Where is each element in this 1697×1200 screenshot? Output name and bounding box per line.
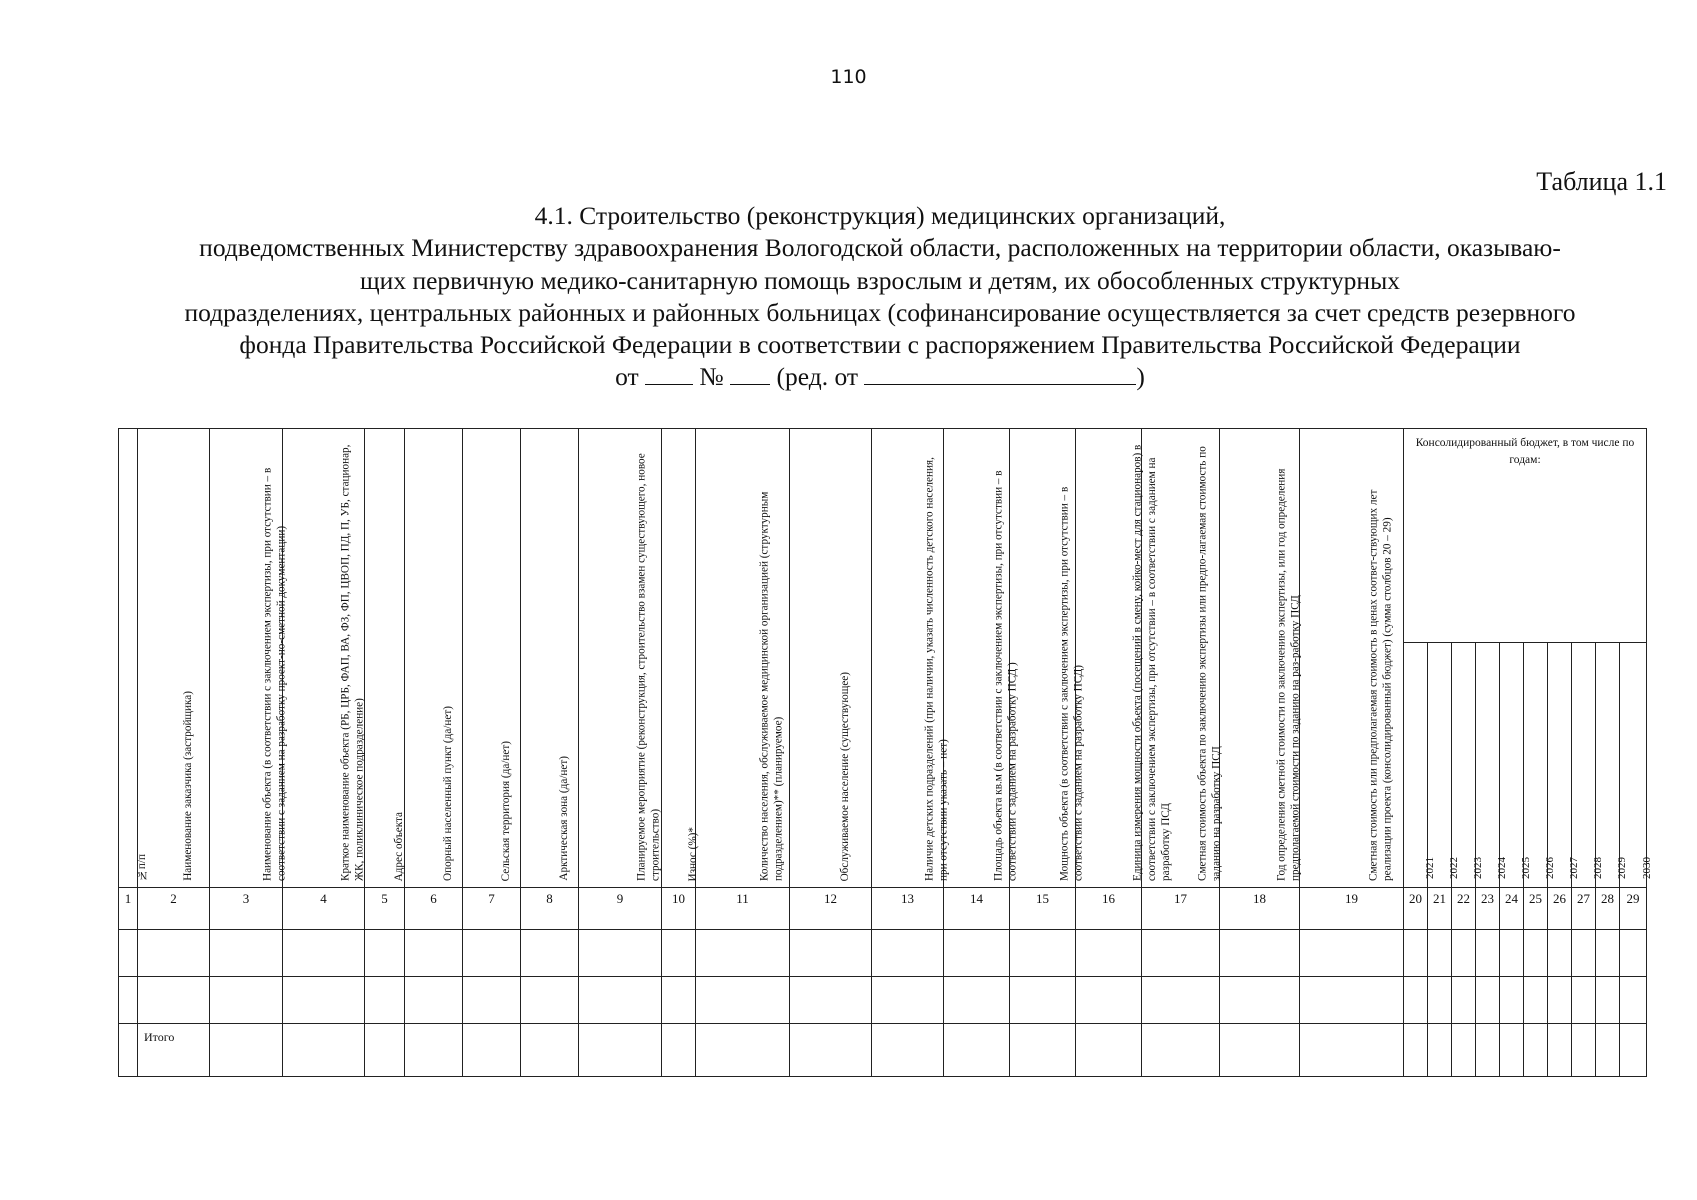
table-cell (365, 930, 405, 977)
col-header-1-text: №п/п (136, 853, 149, 881)
col-header-9-text: Планируемое мероприятие (реконструкция, строительство взамен существующего, новое строительство) (635, 453, 662, 881)
col-header-6-text: Опорный населенный пункт (да/нет) (441, 706, 454, 881)
table-cell (521, 977, 579, 1024)
table-cell (1076, 1024, 1142, 1077)
table-cell (1220, 1024, 1300, 1077)
table-cell (1300, 977, 1404, 1024)
heading-line-6 (100, 361, 1660, 393)
year-label: 2023 (1471, 857, 1484, 879)
year-header (1476, 643, 1508, 888)
col-header-18-text: Год определения сметной стоимости по заключению экспертизы, или год определения предполагаемой стоимости по заданию на раз-работку ПСД (1274, 468, 1302, 881)
heading-line-5: фонда Правительства Российской Федерации в соответствии с распоряжением Правительства Российской Федерации (239, 330, 1521, 360)
column-number: 15 (1010, 888, 1076, 930)
column-number: 11 (696, 888, 790, 930)
heading-close-paren: ) (1136, 362, 1145, 392)
column-number: 20 (1404, 888, 1428, 930)
column-number-row (119, 888, 1647, 930)
table-cell (405, 930, 463, 977)
total-label: Итого (138, 1024, 210, 1077)
col-header-19 (1300, 429, 1404, 888)
table-cell (696, 977, 790, 1024)
year-header (1548, 643, 1580, 888)
table-cell (463, 930, 521, 977)
table-cell (119, 977, 138, 1024)
column-number: 17 (1142, 888, 1220, 930)
col-header-6 (405, 429, 463, 888)
table-cell (1476, 977, 1500, 1024)
col-header-4 (283, 429, 365, 888)
table-cell (1500, 977, 1524, 1024)
col-header-3 (210, 429, 288, 888)
year-label: 2030 (1641, 857, 1654, 879)
column-number: 13 (872, 888, 944, 930)
revision-date-blank (864, 383, 1136, 385)
table-cell (405, 977, 463, 1024)
table-cell (944, 930, 1010, 977)
table-cell (944, 977, 1010, 1024)
date-blank (645, 383, 693, 385)
table-label: Таблица 1.1 (1536, 167, 1667, 196)
table-cell (1010, 930, 1076, 977)
table-cell (1010, 977, 1076, 1024)
col-header-1 (119, 429, 149, 888)
year-label: 2022 (1447, 857, 1460, 879)
table-cell (579, 1024, 662, 1077)
table-cell (1010, 1024, 1076, 1077)
year-header (1500, 643, 1532, 888)
col-header-10-text: Износ (%)* (686, 826, 699, 881)
column-number: 8 (521, 888, 579, 930)
year-header (1596, 643, 1628, 888)
table-cell (1300, 1024, 1404, 1077)
table-cell (521, 1024, 579, 1077)
total-row (119, 1024, 1647, 1077)
col-header-8-text: Арктическая зона (да/нет) (557, 756, 570, 881)
column-number: 4 (283, 888, 365, 930)
budget-header: Консолидированный бюджет, в том числе по годам: (1404, 429, 1647, 643)
table-cell (283, 977, 365, 1024)
table-cell (463, 977, 521, 1024)
col-header-5-text: Адрес объекта (392, 811, 405, 881)
table-cell (662, 977, 696, 1024)
table-cell (1428, 930, 1452, 977)
table-cell (210, 977, 283, 1024)
column-number: 27 (1572, 888, 1596, 930)
column-number: 12 (790, 888, 872, 930)
table-cell (119, 930, 138, 977)
column-number: 1 (119, 888, 138, 930)
table-cell (1500, 930, 1524, 977)
column-number: 23 (1476, 888, 1500, 930)
table-cell (1620, 977, 1647, 1024)
table-cell (790, 930, 872, 977)
year-label: 2025 (1519, 857, 1532, 879)
table-heading (100, 200, 1660, 394)
table-cell (1428, 1024, 1452, 1077)
col-header-2 (138, 429, 210, 888)
column-number: 16 (1076, 888, 1142, 930)
table-cell (944, 1024, 1010, 1077)
column-number: 24 (1500, 888, 1524, 930)
year-label: 2024 (1495, 857, 1508, 879)
table-cell (1142, 1024, 1220, 1077)
col-header-2-text: Наименование заказчика (застройщика) (181, 691, 194, 881)
table-cell (1524, 1024, 1548, 1077)
table-cell (696, 1024, 790, 1077)
heading-line-1: 4.1. Строительство (реконструкция) медицинских организаций, (534, 201, 1226, 230)
col-header-19-text: Сметная стоимость или предполагаемая стоимость в ценах соответ-ствующих лет реализации проекта (консолидированный бюджет) (сумма столбцов 20 – 29) (1366, 489, 1394, 881)
table-cell (463, 1024, 521, 1077)
column-number: 25 (1524, 888, 1548, 930)
table-cell (119, 1024, 138, 1077)
column-number: 19 (1300, 888, 1404, 930)
table-cell (405, 1024, 463, 1077)
col-header-12-text: Обслуживаемое население (существующее) (838, 671, 851, 881)
col-header-8 (521, 429, 579, 888)
table-cell (1220, 977, 1300, 1024)
table-cell (696, 930, 790, 977)
col-header-17-text: Сметная стоимость объекта по заключению экспертизы или предпо-лагаемая стоимость по заданию на разработку ПСД (1195, 446, 1223, 881)
table-cell (1572, 977, 1596, 1024)
col-header-5 (365, 429, 405, 888)
year-header (1452, 643, 1484, 888)
col-header-13 (872, 429, 950, 888)
year-header (1620, 643, 1654, 888)
table-cell (1524, 930, 1548, 977)
table-cell (1404, 930, 1428, 977)
table-cell (872, 930, 944, 977)
table-row (119, 977, 1647, 1024)
year-header (1428, 643, 1460, 888)
number-blank (730, 383, 770, 385)
table-cell (1300, 930, 1404, 977)
year-label: 2021 (1423, 857, 1436, 879)
col-header-16 (1076, 429, 1172, 888)
col-header-14 (944, 429, 1019, 888)
table-cell (365, 1024, 405, 1077)
table-cell (1524, 977, 1548, 1024)
col-header-4-text: Краткое наименование объекта (РБ, ЦРБ, ФАП, ВА, ФЗ, ФП, ЦВОП, ПД, П, УБ, стационар, ЖК, поликлиническое подразделение) (338, 444, 366, 881)
table-cell (579, 977, 662, 1024)
table-cell (662, 1024, 696, 1077)
table-cell (1452, 1024, 1476, 1077)
table-cell (1476, 1024, 1500, 1077)
column-number: 29 (1620, 888, 1647, 930)
column-number: 14 (944, 888, 1010, 930)
column-number: 10 (662, 888, 696, 930)
col-header-10 (662, 429, 699, 888)
column-number: 26 (1548, 888, 1572, 930)
column-number: 21 (1428, 888, 1452, 930)
table-cell (1076, 930, 1142, 977)
table-cell (138, 930, 210, 977)
col-header-11-text: Количество населения, обслуживаемое медицинской организацией (структурным подразделением)** (планируемое) (757, 491, 785, 881)
col-header-15 (1010, 429, 1085, 888)
column-number: 9 (579, 888, 662, 930)
col-header-17 (1142, 429, 1223, 888)
table-cell (872, 977, 944, 1024)
year-label: 2029 (1615, 857, 1628, 879)
heading-line-2: подведомственных Министерству здравоохранения Вологодской области, расположенных на территории области, оказываю- (199, 233, 1561, 263)
data-table (118, 428, 1654, 1077)
year-label: 2028 (1591, 857, 1604, 879)
column-number: 18 (1220, 888, 1300, 930)
column-number: 3 (210, 888, 283, 930)
table-cell (1142, 977, 1220, 1024)
table-cell (1620, 930, 1647, 977)
column-number: 2 (138, 888, 210, 930)
table-cell (1500, 1024, 1524, 1077)
col-header-11 (696, 429, 790, 888)
col-header-7 (463, 429, 521, 888)
column-number: 7 (463, 888, 521, 930)
table-row (119, 930, 1647, 977)
heading-red-ot: (ред. от (776, 362, 859, 392)
table-cell (138, 977, 210, 1024)
table-cell (210, 930, 283, 977)
col-header-14-text: Площадь объекта кв.м (в соответствии с заключением экспертизы, при отсутствии – в соответствии с заданием на разработку ПСД ) (991, 470, 1019, 881)
heading-ot: от (615, 362, 639, 392)
table-cell (1596, 1024, 1620, 1077)
col-header-18 (1220, 429, 1300, 888)
table-cell (1596, 977, 1620, 1024)
table-cell (790, 977, 872, 1024)
col-header-12 (790, 429, 872, 888)
table-cell (1548, 977, 1572, 1024)
table-cell (1596, 930, 1620, 977)
table-cell (1620, 1024, 1647, 1077)
year-header (1572, 643, 1604, 888)
table-cell (1404, 1024, 1428, 1077)
year-header (1524, 643, 1556, 888)
table-cell (1548, 930, 1572, 977)
table-cell (579, 930, 662, 977)
column-number: 5 (365, 888, 405, 930)
heading-line-4: подразделениях, центральных районных и районных больницах (софинансирование осуществляется за счет средств резервного (184, 297, 1576, 327)
table-cell (365, 977, 405, 1024)
year-label: 2026 (1543, 857, 1556, 879)
table-cell (1572, 1024, 1596, 1077)
year-label: 2027 (1567, 857, 1580, 879)
table-cell (521, 930, 579, 977)
table-cell (1220, 930, 1300, 977)
table-cell (1428, 977, 1452, 1024)
year-header (1404, 643, 1436, 888)
col-header-7-text: Сельская территория (да/нет) (499, 740, 512, 881)
table-cell (1404, 977, 1428, 1024)
table-cell (1452, 930, 1476, 977)
table-cell (1572, 930, 1596, 977)
column-number: 22 (1452, 888, 1476, 930)
column-number: 6 (405, 888, 463, 930)
column-number: 28 (1596, 888, 1620, 930)
heading-num-sign: № (699, 362, 724, 392)
table-cell (1076, 977, 1142, 1024)
col-header-9 (579, 429, 662, 888)
col-header-3-text: Наименование объекта (в соответствии с заключением экспертизы, при отсутствии – в соответствии с заданием на разработку проект-но-сметной документации) (261, 467, 288, 881)
table-cell (790, 1024, 872, 1077)
table-cell (1452, 977, 1476, 1024)
col-header-16-text: Единица измерения мощности объекта (посещений в смену, койко-мест для стационаров) в соответствии с заключением экспертизы, при отсутствии – в соответствии с заданием на разработку ПСД (1130, 444, 1172, 881)
table-cell (872, 1024, 944, 1077)
col-header-13-text: Наличие детских подразделений (при наличии, указать численность детского населения, при отсутствии указать – нет) (922, 457, 950, 881)
table-cell (1142, 930, 1220, 977)
table-cell (283, 1024, 365, 1077)
table-cell (283, 930, 365, 977)
table-cell (1476, 930, 1500, 977)
heading-line-3: щих первичную медико-санитарную помощь взрослым и детям, их обособленных структурных (360, 265, 1400, 295)
table-cell (210, 1024, 283, 1077)
col-header-15-text: Мощность объекта (в соответствии с заключением экспертизы, при отсутствии – в соответствии с заданием на разработку ПСД) (1057, 486, 1085, 881)
table-cell (662, 930, 696, 977)
table-cell (1548, 1024, 1572, 1077)
page-number: 110 (830, 66, 867, 88)
